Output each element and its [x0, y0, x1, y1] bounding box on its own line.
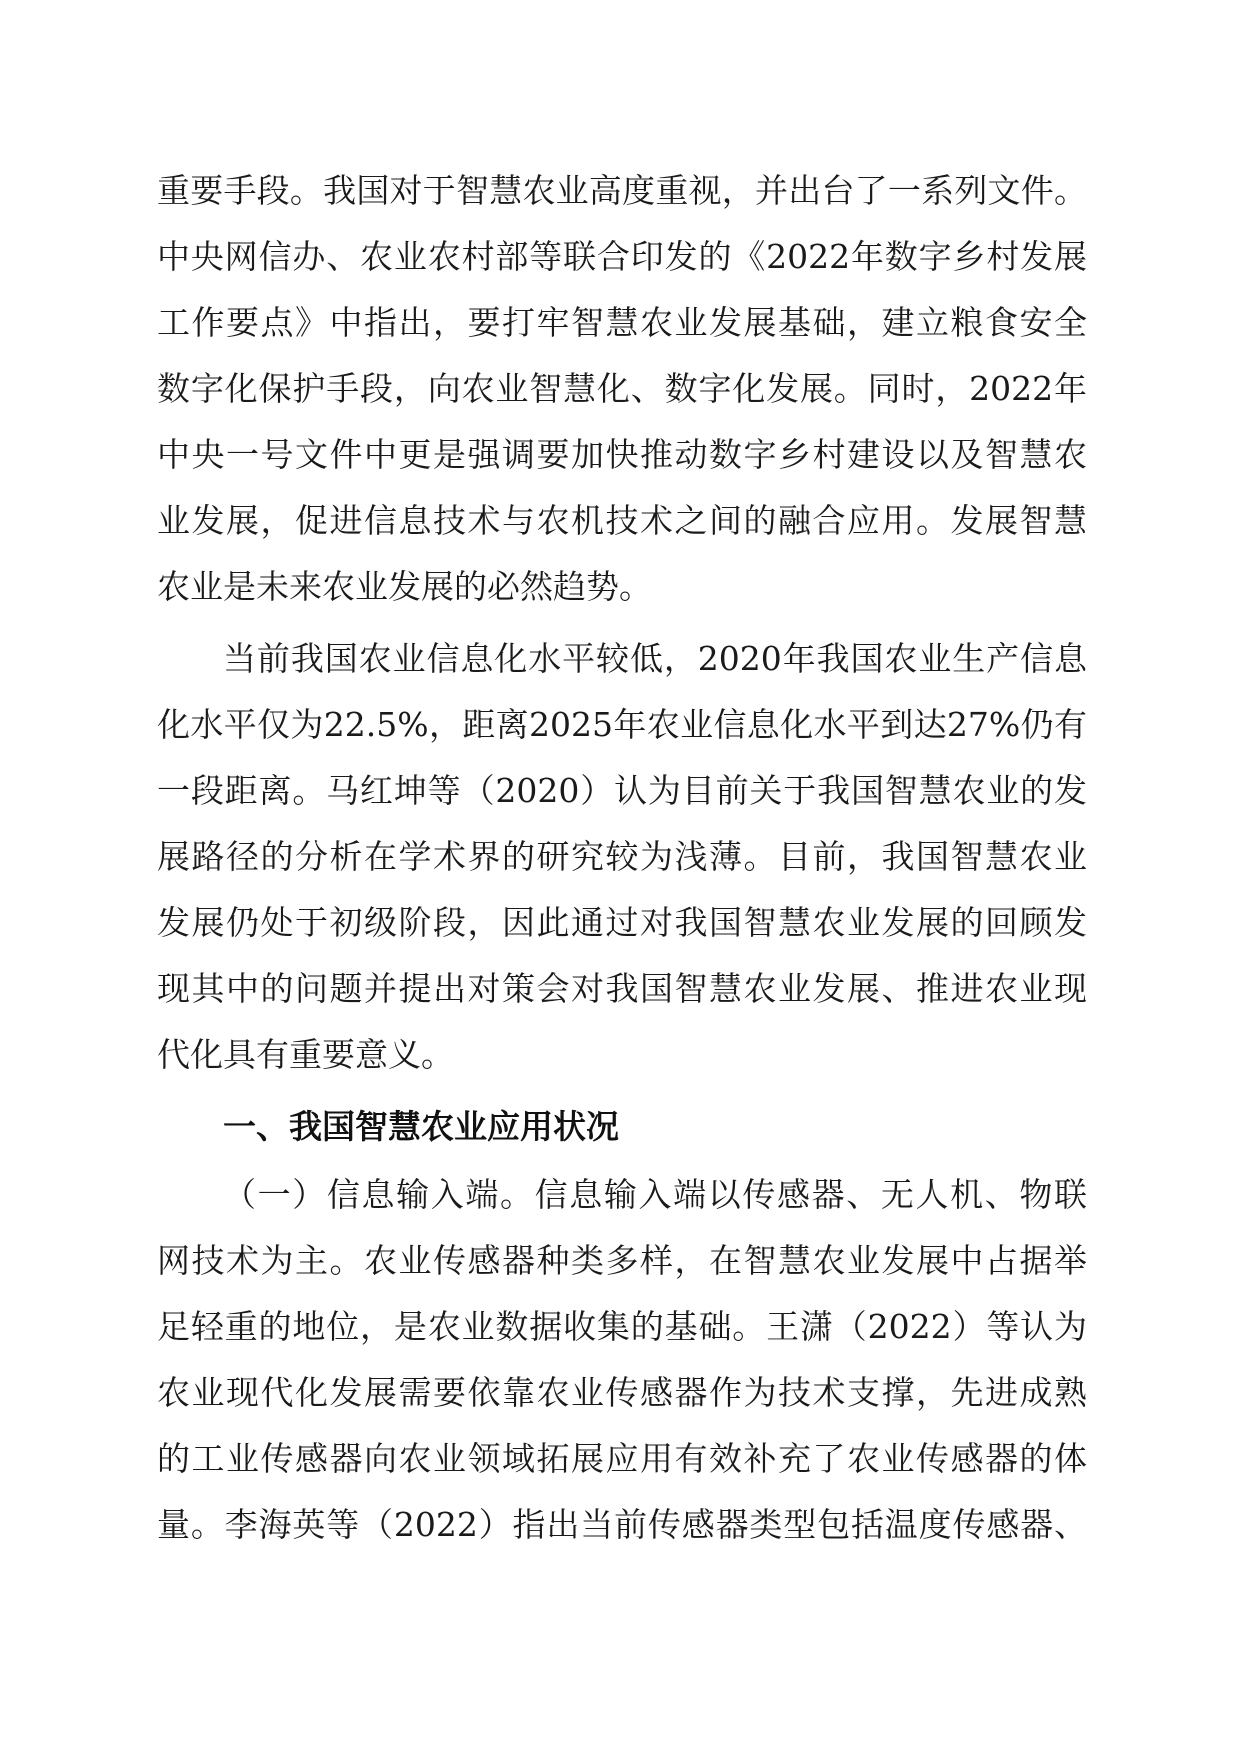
section-line-1: （一）信息输入端。信息输入端以传感器、无人机、物联 — [223, 1175, 1087, 1214]
section-line-5: 的工业传感器向农业领域拓展应用有效补充了农业传感器的体 — [157, 1439, 1087, 1478]
section-line-6: 量。李海英等（2022）指出当前传感器类型包括温度传感器、 — [157, 1505, 1087, 1544]
paragraph-2-line-7: 代化具有重要意义。 — [157, 1035, 454, 1074]
paragraph-2-line-2: 化水平仅为22.5%，距离2025年农业信息化水平到达27%仍有 — [157, 705, 1087, 744]
paragraph-1-line-3: 工作要点》中指出，要打牢智慧农业发展基础，建立粮食安全 — [157, 303, 1087, 342]
paragraph-2-line-5: 发展仍处于初级阶段，因此通过对我国智慧农业发展的回顾发 — [157, 903, 1087, 942]
paragraph-1-line-7: 农业是未来农业发展的必然趋势。 — [157, 567, 652, 606]
paragraph-1-line-4: 数字化保护手段，向农业智慧化、数字化发展。同时，2022年 — [157, 369, 1087, 408]
paragraph-1-line-6: 业发展，促进信息技术与农机技术之间的融合应用。发展智慧 — [157, 501, 1087, 540]
paragraph-1-line-5: 中央一号文件中更是强调要加快推动数字乡村建设以及智慧农 — [157, 435, 1087, 474]
paragraph-2-line-4: 展路径的分析在学术界的研究较为浅薄。目前，我国智慧农业 — [157, 837, 1087, 876]
paragraph-1-line-1: 重要手段。我国对于智慧农业高度重视，并出台了一系列文件。 — [157, 171, 1087, 210]
section-line-3: 足轻重的地位，是农业数据收集的基础。王潇（2022）等认为 — [157, 1307, 1087, 1346]
paragraph-1-line-2: 中央网信办、农业农村部等联合印发的《2022年数字乡村发展 — [157, 237, 1087, 276]
paragraph-2-line-3: 一段距离。马红坤等（2020）认为目前关于我国智慧农业的发 — [157, 771, 1087, 810]
paragraph-2-line-6: 现其中的问题并提出对策会对我国智慧农业发展、推进农业现 — [157, 969, 1087, 1008]
section-line-4: 农业现代化发展需要依靠农业传感器作为技术支撑，先进成熟 — [157, 1373, 1087, 1412]
section-heading: 一、我国智慧农业应用状况 — [223, 1107, 619, 1146]
section-line-2: 网技术为主。农业传感器种类多样，在智慧农业发展中占据举 — [157, 1241, 1087, 1280]
paragraph-2-line-1: 当前我国农业信息化水平较低，2020年我国农业生产信息 — [223, 639, 1087, 678]
